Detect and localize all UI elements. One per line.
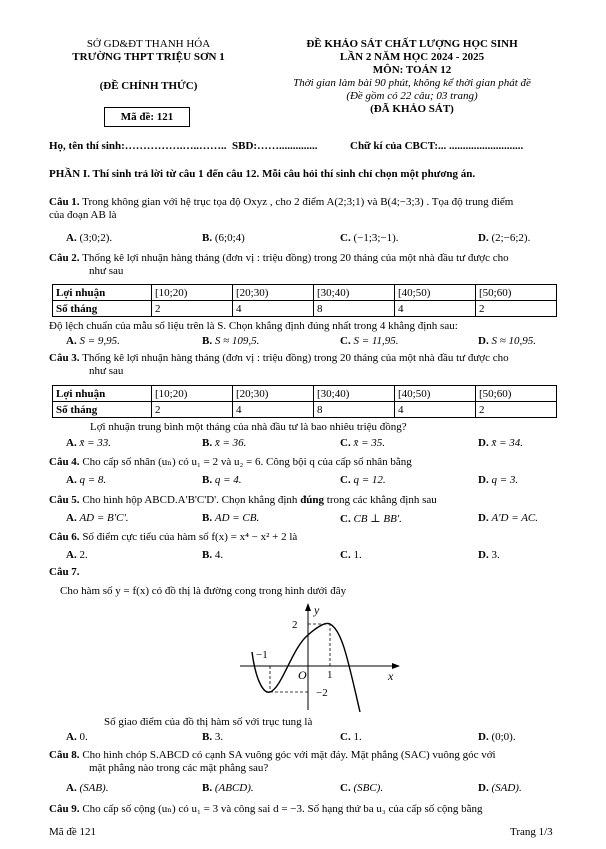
part1-heading: PHẦN I. Thí sinh trả lời từ câu 1 đến câu 12. Mỗi câu hỏi thí sinh chỉ chọn một phương án. [49, 168, 476, 180]
tick-y-pos: 2 [292, 619, 298, 631]
q5-option-c[interactable]: C. CB ⊥ BB'. [340, 513, 402, 525]
q3-option-a[interactable]: A. x̄ = 33. [66, 437, 112, 449]
q6-option-a[interactable]: A. 2. [66, 549, 88, 561]
q1-text: Trong không gian với hệ trục tọa độ Oxyz , cho 2 điểm A(2;3;1) và B(4;−3;3) . Tọa độ trung điểm [82, 196, 514, 208]
table-row: Số tháng 2 4 8 4 2 [53, 402, 557, 418]
q4-option-d[interactable]: D. q = 3. [478, 474, 519, 486]
q7-question: Số giao điểm của đồ thị hàm số với trục tung là [104, 716, 313, 728]
question-5: Câu 5. Cho hình hộp ABCD.A'B'C'D'. Chọn khẳng định đúng trong các khẳng định sau [49, 494, 437, 506]
student-name-field: Họ, tên thí sinh:…………….…..…….. [49, 140, 227, 152]
q8-option-c[interactable]: C. (SBC). [340, 782, 384, 794]
q4-option-c[interactable]: C. q = 12. [340, 474, 386, 486]
q7-option-c[interactable]: C. 1. [340, 731, 362, 743]
q6-option-d[interactable]: D. 3. [478, 549, 500, 561]
q8-option-a[interactable]: A. (SAB). [66, 782, 109, 794]
header-left [46, 38, 251, 93]
exam-status: (ĐÃ KHẢO SÁT) [370, 103, 454, 115]
question-4: Câu 4. Cho cấp số nhân (uₙ) có u₁ = 2 và u₂ = 6. Công bội q của cấp số nhân bằng [49, 456, 412, 468]
tick-x-neg: −1 [256, 649, 268, 661]
q3-table [52, 385, 557, 418]
q1-option-c[interactable]: C. (−1;3;−1). [340, 232, 399, 244]
q2-option-a[interactable]: A. S = 9,95. [66, 335, 120, 347]
q2-question: Độ lệch chuẩn của mẫu số liệu trên là S. Chọn khẳng định đúng nhất trong 4 khẳng định sau: [49, 320, 458, 332]
y-axis-arrow [305, 603, 311, 611]
school-name: TRƯỜNG THPT TRIỆU SƠN 1 [72, 51, 225, 63]
q6-option-b[interactable]: B. 4. [202, 549, 224, 561]
exam-time: Thời gian làm bài 90 phút, không kể thời gian phát đề [293, 77, 531, 89]
footer-code: Mã đề 121 [49, 826, 97, 838]
question-9: Câu 9. Cho cấp số cộng (uₙ) có u₁ = 3 và công sai d = −3. Số hạng thứ ba u₃ của cấp số cộng bằng [49, 803, 483, 815]
q7-option-a[interactable]: A. 0. [66, 731, 88, 743]
q5-option-b[interactable]: B. AD = CB. [202, 512, 260, 524]
y-label: y [314, 603, 320, 617]
q2-table [52, 284, 557, 317]
q2-option-b[interactable]: B. S ≈ 109,5. [202, 335, 260, 347]
q8-option-d[interactable]: D. (SAD). [478, 782, 522, 794]
q3-question: Lợi nhuận trung bình một tháng của nhà đầu tư là bao nhiêu triệu đồng? [90, 421, 407, 433]
exam-title: ĐỀ KHẢO SÁT CHẤT LƯỢNG HỌC SINH [306, 38, 518, 50]
q7-text: Cho hàm số y = f(x) có đồ thị là đường cong trong hình dưới đây [60, 585, 347, 597]
q1-text2: của đoạn AB là [49, 209, 117, 221]
question-1 [49, 196, 564, 222]
sbd-field: SBD:…….............. [232, 140, 318, 152]
official-label: (ĐỀ CHÍNH THỨC) [99, 80, 198, 92]
q2-option-c[interactable]: C. S = 11,95. [340, 335, 399, 347]
tick-y-neg: −2 [316, 687, 328, 699]
q3-option-b[interactable]: B. x̄ = 36. [202, 437, 247, 449]
exam-subject: MÔN: TOÁN 12 [372, 64, 452, 76]
exam-pages: (Đề gồm có 22 câu; 03 trang) [346, 90, 478, 102]
q3-option-c[interactable]: C. x̄ = 35. [340, 437, 386, 449]
origin-label: O [298, 668, 307, 682]
signature-field: Chữ kí của CBCT:... ........................... [350, 140, 524, 152]
table-row: Lợi nhuận [10;20) [20;30) [30;40) [40;50) [50;60) [53, 386, 557, 402]
question-6: Câu 6. Số điểm cực tiểu của hàm số f(x) = x⁴ − x² + 2 là [49, 531, 298, 543]
q1-option-b[interactable]: B. (6;0;4) [202, 232, 245, 244]
q2-option-d[interactable]: D. S ≈ 10,95. [478, 335, 536, 347]
q7-option-b[interactable]: B. 3. [202, 731, 224, 743]
q7-option-d[interactable]: D. (0;0). [478, 731, 516, 743]
table-row: Số tháng 2 4 8 4 2 [53, 301, 557, 317]
question-2: Câu 2. Thống kê lợi nhuận hàng tháng (đơn vị : triệu đồng) trong 20 tháng của một nhà đầu tư được cho như sau [49, 252, 509, 277]
department: SỞ GD&ĐT THANH HÓA [86, 38, 211, 50]
footer-page: Trang 1/3 [510, 826, 553, 838]
q8-option-b[interactable]: B. (ABCD). [202, 782, 254, 794]
q1-label: Câu 1. [49, 196, 80, 208]
q3-option-d[interactable]: D. x̄ = 34. [478, 437, 524, 449]
tick-x-pos: 1 [327, 669, 333, 681]
table-row: Lợi nhuận [10;20) [20;30) [30;40) [40;50) [50;60) [53, 285, 557, 301]
q7-function-graph [230, 600, 410, 712]
header-right [262, 38, 562, 116]
q5-option-d[interactable]: D. A'D = AC. [478, 512, 538, 524]
question-3: Câu 3. Thống kê lợi nhuận hàng tháng (đơn vị : triệu đồng) trong 20 tháng của một nhà đầu tư được cho như sau [49, 352, 509, 377]
exam-round: LẦN 2 NĂM HỌC 2024 - 2025 [339, 51, 485, 63]
x-label: x [388, 669, 394, 683]
question-8: Câu 8. Cho hình chóp S.ABCD có cạnh SA vuông góc với mặt đáy. Mặt phẳng (SAC) vuông góc với mặt phẳng nào trong các mặt phẳng sau? [49, 749, 496, 774]
q5-option-a[interactable]: A. AD = B'C'. [66, 512, 129, 524]
q6-option-c[interactable]: C. 1. [340, 549, 362, 561]
q1-option-d[interactable]: D. (2;−6;2). [478, 232, 531, 244]
exam-code-box: Mã đề: 121 [104, 107, 190, 127]
q1-option-a[interactable]: A. (3;0;2). [66, 232, 113, 244]
q4-option-b[interactable]: B. q = 4. [202, 474, 242, 486]
q7-label: Câu 7. [49, 566, 80, 578]
q4-option-a[interactable]: A. q = 8. [66, 474, 107, 486]
